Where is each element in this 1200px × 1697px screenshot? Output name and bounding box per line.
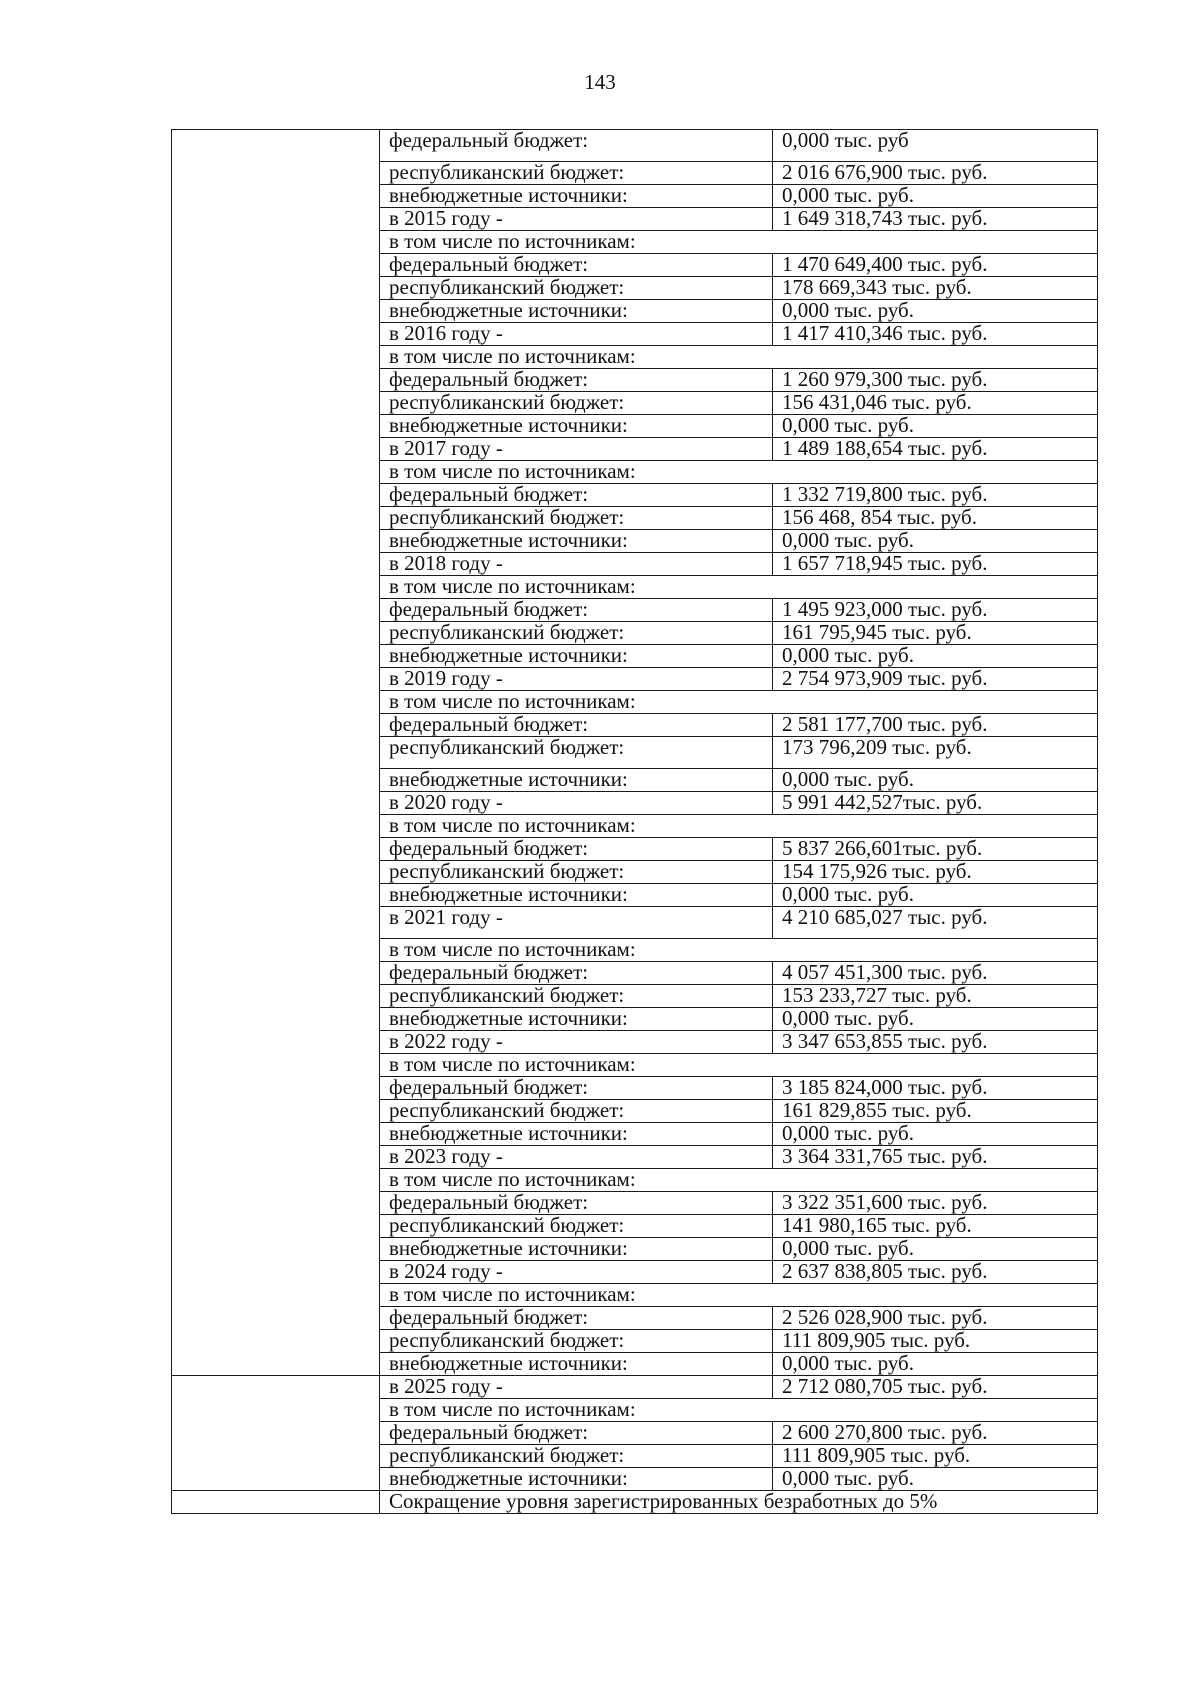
row-value: 0,000 тыс. руб. <box>773 884 1098 907</box>
row-label: внебюджетные источники: <box>380 769 773 792</box>
row-label: в том числе по источникам: <box>380 576 1098 599</box>
row-label: в 2022 году - <box>380 1031 773 1054</box>
row-value: 1 260 979,300 тыс. руб. <box>773 369 1098 392</box>
row-label: в том числе по источникам: <box>380 346 1098 369</box>
row-value: 4 057 451,300 тыс. руб. <box>773 962 1098 985</box>
row-value: 1 649 318,743 тыс. руб. <box>773 208 1098 231</box>
row-value: 0,000 тыс. руб. <box>773 1353 1098 1376</box>
row-label: внебюджетные источники: <box>380 415 773 438</box>
row-label: республиканский бюджет: <box>380 985 773 1008</box>
row-value: 0,000 тыс. руб. <box>773 1238 1098 1261</box>
row-value: 3 364 331,765 тыс. руб. <box>773 1146 1098 1169</box>
row-label: внебюджетные источники: <box>380 645 773 668</box>
table-row <box>172 1491 1098 1514</box>
result-text: Сокращение уровня зарегистрированных безработных до 5% <box>380 1491 1098 1514</box>
row-label: в 2023 году - <box>380 1146 773 1169</box>
row-value: 0,000 тыс. руб. <box>773 645 1098 668</box>
row-value: 1 470 649,400 тыс. руб. <box>773 254 1098 277</box>
section-cell <box>172 130 380 1376</box>
row-value: 111 809,905 тыс. руб. <box>773 1445 1098 1468</box>
row-value: 5 991 442,527тыс. руб. <box>773 792 1098 815</box>
row-value: 2 754 973,909 тыс. руб. <box>773 668 1098 691</box>
row-value: 141 980,165 тыс. руб. <box>773 1215 1098 1238</box>
row-value: 161 795,945 тыс. руб. <box>773 622 1098 645</box>
row-value: 0,000 тыс. руб. <box>773 1468 1098 1491</box>
row-label: республиканский бюджет: <box>380 622 773 645</box>
row-label: федеральный бюджет: <box>380 1192 773 1215</box>
row-label: в том числе по источникам: <box>380 1399 1098 1422</box>
row-value: 2 526 028,900 тыс. руб. <box>773 1307 1098 1330</box>
row-label: республиканский бюджет: <box>380 737 773 769</box>
row-label: в 2024 году - <box>380 1261 773 1284</box>
row-label: федеральный бюджет: <box>380 714 773 737</box>
row-value: 0,000 тыс. руб. <box>773 415 1098 438</box>
row-label: в 2017 году - <box>380 438 773 461</box>
row-label: в том числе по источникам: <box>380 461 1098 484</box>
row-label: республиканский бюджет: <box>380 1100 773 1123</box>
row-label: внебюджетные источники: <box>380 1123 773 1146</box>
row-label: в 2015 году - <box>380 208 773 231</box>
section-cell <box>172 1491 380 1514</box>
row-value: 111 809,905 тыс. руб. <box>773 1330 1098 1353</box>
row-label: республиканский бюджет: <box>380 507 773 530</box>
row-label: внебюджетные источники: <box>380 1238 773 1261</box>
row-label: республиканский бюджет: <box>380 1445 773 1468</box>
row-value: 1 489 188,654 тыс. руб. <box>773 438 1098 461</box>
row-value: 1 495 923,000 тыс. руб. <box>773 599 1098 622</box>
row-label: внебюджетные источники: <box>380 1008 773 1031</box>
row-label: федеральный бюджет: <box>380 130 773 162</box>
row-value: 3 322 351,600 тыс. руб. <box>773 1192 1098 1215</box>
row-value: 0,000 тыс. руб. <box>773 185 1098 208</box>
row-label: федеральный бюджет: <box>380 484 773 507</box>
row-label: федеральный бюджет: <box>380 1422 773 1445</box>
row-label: в том числе по источникам: <box>380 1284 1098 1307</box>
row-value: 4 210 685,027 тыс. руб. <box>773 907 1098 939</box>
row-value: 0,000 тыс. руб. <box>773 300 1098 323</box>
row-label: федеральный бюджет: <box>380 962 773 985</box>
row-value: 2 600 270,800 тыс. руб. <box>773 1422 1098 1445</box>
row-label: в 2016 году - <box>380 323 773 346</box>
row-value: 3 185 824,000 тыс. руб. <box>773 1077 1098 1100</box>
row-label: в том числе по источникам: <box>380 939 1098 962</box>
row-label: федеральный бюджет: <box>380 838 773 861</box>
funding-table <box>171 129 1098 1514</box>
row-value: 178 669,343 тыс. руб. <box>773 277 1098 300</box>
row-value: 161 829,855 тыс. руб. <box>773 1100 1098 1123</box>
row-label: федеральный бюджет: <box>380 369 773 392</box>
row-value: 156 431,046 тыс. руб. <box>773 392 1098 415</box>
row-label: республиканский бюджет: <box>380 861 773 884</box>
row-label: внебюджетные источники: <box>380 1353 773 1376</box>
row-label: в 2019 году - <box>380 668 773 691</box>
row-label: внебюджетные источники: <box>380 530 773 553</box>
row-value: 173 796,209 тыс. руб. <box>773 737 1098 769</box>
row-value: 156 468, 854 тыс. руб. <box>773 507 1098 530</box>
row-value: 1 417 410,346 тыс. руб. <box>773 323 1098 346</box>
row-label: в 2025 году - <box>380 1376 773 1399</box>
row-label: республиканский бюджет: <box>380 1330 773 1353</box>
table-row <box>172 1376 1098 1399</box>
row-label: республиканский бюджет: <box>380 277 773 300</box>
row-label: республиканский бюджет: <box>380 162 773 185</box>
row-label: в 2020 году - <box>380 792 773 815</box>
row-label: в 2021 году - <box>380 907 773 939</box>
section-cell <box>172 1376 380 1491</box>
row-value: 1 332 719,800 тыс. руб. <box>773 484 1098 507</box>
row-value: 5 837 266,601тыс. руб. <box>773 838 1098 861</box>
row-label: в том числе по источникам: <box>380 231 1098 254</box>
row-value: 0,000 тыс. руб. <box>773 769 1098 792</box>
row-value: 1 657 718,945 тыс. руб. <box>773 553 1098 576</box>
row-label: в том числе по источникам: <box>380 1169 1098 1192</box>
row-label: внебюджетные источники: <box>380 1468 773 1491</box>
row-label: внебюджетные источники: <box>380 300 773 323</box>
row-label: республиканский бюджет: <box>380 392 773 415</box>
row-label: федеральный бюджет: <box>380 1077 773 1100</box>
row-label: в 2018 году - <box>380 553 773 576</box>
row-label: федеральный бюджет: <box>380 254 773 277</box>
row-value: 3 347 653,855 тыс. руб. <box>773 1031 1098 1054</box>
table-row <box>172 130 1098 162</box>
row-label: в том числе по источникам: <box>380 815 1098 838</box>
row-value: 2 712 080,705 тыс. руб. <box>773 1376 1098 1399</box>
row-value: 0,000 тыс. руб. <box>773 1008 1098 1031</box>
row-value: 153 233,727 тыс. руб. <box>773 985 1098 1008</box>
row-label: в том числе по источникам: <box>380 691 1098 714</box>
row-value: 0,000 тыс. руб <box>773 130 1098 162</box>
row-label: в том числе по источникам: <box>380 1054 1098 1077</box>
row-value: 2 016 676,900 тыс. руб. <box>773 162 1098 185</box>
row-value: 2 637 838,805 тыс. руб. <box>773 1261 1098 1284</box>
row-label: внебюджетные источники: <box>380 884 773 907</box>
row-value: 2 581 177,700 тыс. руб. <box>773 714 1098 737</box>
row-value: 0,000 тыс. руб. <box>773 1123 1098 1146</box>
row-label: федеральный бюджет: <box>380 599 773 622</box>
row-value: 154 175,926 тыс. руб. <box>773 861 1098 884</box>
row-label: федеральный бюджет: <box>380 1307 773 1330</box>
row-value: 0,000 тыс. руб. <box>773 530 1098 553</box>
page-number: 143 <box>584 70 616 94</box>
row-label: республиканский бюджет: <box>380 1215 773 1238</box>
row-label: внебюджетные источники: <box>380 185 773 208</box>
